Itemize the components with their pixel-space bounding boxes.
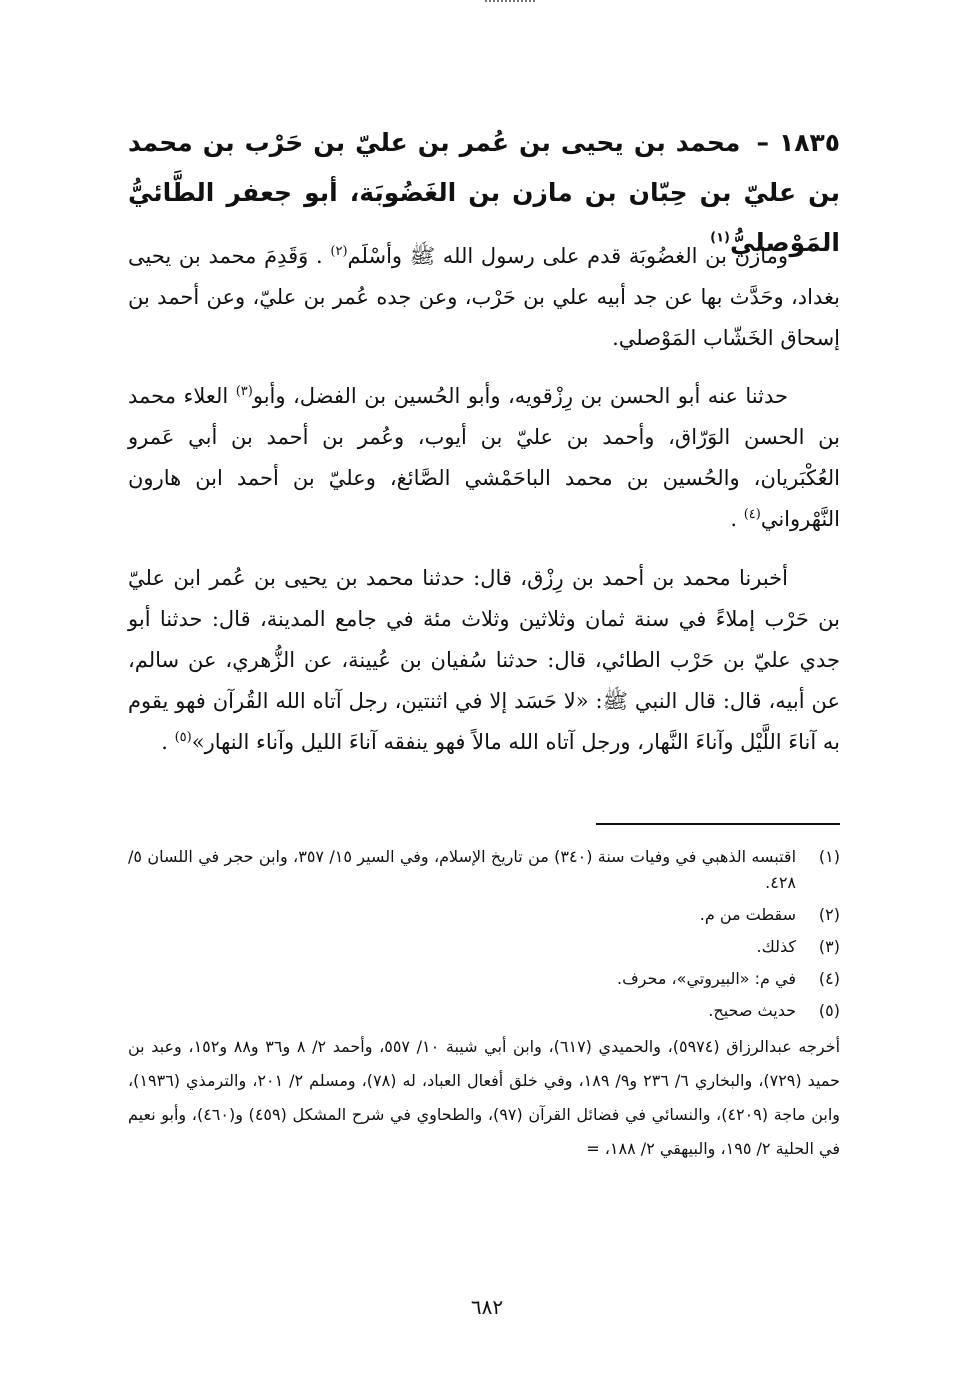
paragraph-3 xyxy=(128,558,840,763)
footnote-text: في م: «البيروتي»، محرف. xyxy=(617,969,796,988)
footnote-ref: (٥) xyxy=(174,730,192,745)
footnote-item xyxy=(128,998,840,1024)
paragraph-2 xyxy=(128,376,840,540)
paragraph-text: . xyxy=(730,507,737,531)
footnote-ref: (٤) xyxy=(743,507,761,522)
paragraph-text: . وَقَدِمَ محمد بن يحيى بغداد، وحَدَّث بها عن جد أبيه علي بن حَرْب، وعن جده عُمر بن عليّ، وعن أحمد بن إسحاق الخَشّاب المَوْصلي. xyxy=(128,244,840,350)
paragraph-text: . xyxy=(161,730,168,754)
footnote-number: (٢) xyxy=(818,905,840,924)
footnote-number: (١) xyxy=(818,847,840,866)
footnote-item xyxy=(128,934,840,960)
footnote-ref: (٢) xyxy=(330,244,348,259)
footnote-item xyxy=(128,902,840,928)
paragraph-1 xyxy=(128,236,840,359)
footnotes xyxy=(128,844,840,1166)
hadith-sources: أخرجه عبدالرزاق (٥٩٧٤)، والحميدي (٦١٧)، وابن أبي شيبة ١٠/ ٥٥٧، وأحمد ٢/ ٨ و٣٦ و٨٨ و١٥٢، وعبد بن حميد (٧٢٩)، والبخاري ٦/ ٢٣٦ و٩/ ١٨٩، وفي خلق أفعال العباد، له (٧٨)، ومسلم ٢/ ٢٠١، والترمذي (١٩٣٦)، وابن ماجة (٤٢٠٩)، والنسائي في فضائل القرآن (٩٧)، والطحاوي في شرح المشكل (٤٥٩) و(٤٦٠)، وأبو نعيم في الحلية ٢/ ١٩٥، والبيهقي ٢/ ١٨٨، = xyxy=(128,1037,841,1158)
footnote-text: حديث صحيح. xyxy=(708,1001,796,1020)
footnote-text: اقتبسه الذهبي في وفيات سنة (٣٤٠) من تاريخ الإسلام، وفي السير ١٥/ ٣٥٧، وابن حجر في اللسان ٥/ ٤٢٨. xyxy=(128,847,797,892)
paragraph-text: أخبرنا محمد بن أحمد بن رِزْق، قال: حدثنا محمد بن يحيى بن عُمر ابن عليّ بن حَرْب إملاءً في سنة ثمان وثلاثين وثلاث مئة في جامع المدينة، قال: حدثنا أبو جدي عليّ بن حَرْب الطائي، قال: حدثنا سُفيان بن عُيينة، عن الزُّهري، عن سالم، عن أبيه، قال: قال النبي ﷺ: «لا حَسَد إلا في اثنتين، رجل آتاه الله القُرآن فهو يقوم به آناءَ اللَّيْل وآناءَ النَّهار، ورجل آتاه الله مالاً فهو ينفقه آناءَ الليل وآناء النهار» xyxy=(128,566,840,754)
footnote-item xyxy=(128,844,840,896)
footnote-number: (٤) xyxy=(818,969,840,988)
header-mark xyxy=(485,0,535,8)
footnote-text: كذلك. xyxy=(756,937,796,956)
footnote-item xyxy=(128,966,840,992)
footnote-ref: (٣) xyxy=(235,384,253,399)
paragraph-text: العلاء محمد بن الحسن الوَرّاق، وأحمد بن عليّ بن أيوب، وعُمر بن أحمد بن أبي عَمرو العُكْبَريان، والحُسين بن محمد الباحَمْشي الصَّائغ، وعليّ بن أحمد ابن هارون النَّهْرواني xyxy=(128,384,840,531)
footnote-ref: (١) xyxy=(710,230,730,246)
footnote-number: (٥) xyxy=(818,1001,840,1020)
footnote-number: (٣) xyxy=(818,937,840,956)
footnote-text: سقطت من م. xyxy=(699,905,796,924)
entry-number: ١٨٣٥ – xyxy=(756,128,840,157)
page-number: ٦٨٢ xyxy=(470,1295,504,1319)
paragraph-text: ومازن بن الغضُوبَة قدم على رسول الله ﷺ وأسْلَم xyxy=(347,244,788,268)
entry-title: محمد بن يحيى بن عُمر بن عليّ بن حَرْب بن محمد بن عليّ بن حِبّان بن مازن بن الغَضُوبَة، أبو جعفر الطَّائيُّ المَوْصليُّ xyxy=(128,128,840,257)
paragraph-text: حدثنا عنه أبو الحسن بن رِزْقويه، وأبو الحُسين بن الفضل، وأبو xyxy=(252,384,788,408)
footnote-divider xyxy=(596,823,840,825)
